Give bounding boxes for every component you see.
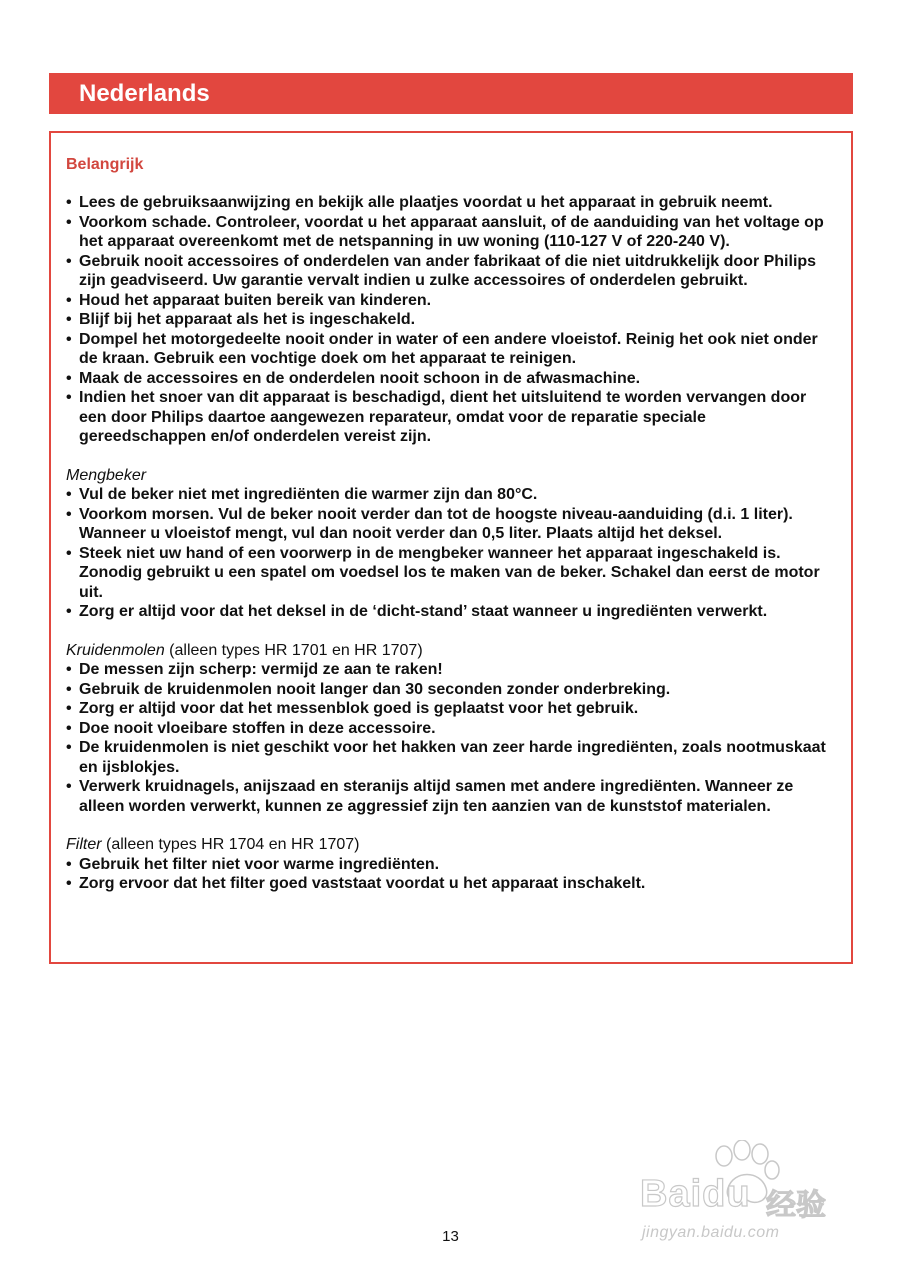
kruidenmolen-note: (alleen types HR 1701 en HR 1707) [164,641,423,659]
language-title: Nederlands [79,80,210,107]
list-item: • Houd het apparaat buiten bereik van kinderen. [66,291,836,311]
mengbeker-section [66,466,836,622]
filter-note: (alleen types HR 1704 en HR 1707) [101,836,360,853]
list-item: • De messen zijn scherp: vermijd ze aan te raken! [66,660,836,680]
kruidenmolen-heading: Kruidenmolen [66,641,165,659]
list-item: • Lees de gebruiksaanwijzing en bekijk alle plaatjes voordat u het apparaat in gebruik neemt. [66,193,836,213]
mengbeker-heading: Mengbeker [66,466,147,484]
list-item: • Dompel het motorgedeelte nooit onder in water of een andere vloeistof. Reinig het ook niet onder de kraan. Gebruik een vochtige doek om het apparaat te reinigen. [66,330,836,369]
watermark-brand-cjk: 经验 [766,1189,826,1222]
list-item: • Blijf bij het apparaat als het is ingeschakeld. [66,310,836,330]
watermark-url: jingyan.baidu.com [642,1224,780,1241]
watermark-brand: Baidu [640,1173,751,1215]
mengbeker-list [66,485,836,622]
language-header [49,73,853,114]
list-item: • Verwerk kruidnagels, anijszaad en steranijs altijd samen met andere ingrediënten. Wanneer ze alleen worden verwerkt, kunnen ze aggressief zijn ten aanzien van de kunststof materialen. [66,777,836,816]
general-list [66,193,836,447]
list-item: • Zorg er altijd voor dat het messenblok goed is geplaatst voor het gebruik. [66,699,836,719]
section-heading [66,641,836,661]
list-item: • Gebruik de kruidenmolen nooit langer dan 30 seconden zonder onderbreking. [66,680,836,700]
filter-section [66,835,836,894]
list-item: • Indien het snoer van dit apparaat is beschadigd, dient het uitsluitend te worden vervangen door een door Philips daartoe aangewezen reparateur, omdat voor de reparatie speciale gereedschappen en/of onderdelen vereist zijn. [66,388,836,447]
page-number: 13 [442,1228,459,1245]
section-heading [66,466,836,486]
list-item: • Maak de accessoires en de onderdelen nooit schoon in de afwasmachine. [66,369,836,389]
list-item: • Voorkom schade. Controleer, voordat u het apparaat aansluit, of de aanduiding van het voltage op het apparaat overeenkomt met de netspanning in uw woning (110-127 V of 220-240 V). [66,213,836,252]
list-item: • Steek niet uw hand of een voorwerp in de mengbeker wanneer het apparaat ingeschakeld is. Zonodig gebruikt u een spatel om voedsel los te maken van de beker. Schakel dan eerst de motor uit. [66,544,836,603]
filter-list [66,855,836,894]
kruidenmolen-section [66,641,836,817]
section-heading [66,835,836,855]
list-item: • Voorkom morsen. Vul de beker nooit verder dan tot de hoogste niveau-aanduiding (d.i. 1 liter). Wanneer u vloeistof mengt, vul dan nooit verder dan 0,5 liter. Plaats altijd het deksel. [66,505,836,544]
kruidenmolen-list [66,660,836,816]
notice-title: Belangrijk [66,156,144,173]
list-item: • De kruidenmolen is niet geschikt voor het hakken van zeer harde ingrediënten, zoals nootmuskaat en ijsblokjes. [66,738,836,777]
filter-heading: Filter [66,836,102,853]
list-item: • Gebruik nooit accessoires of onderdelen van ander fabrikaat of die niet uitdrukkelijk door Philips zijn geadviseerd. Uw garantie vervalt indien u zulke accessoires of onderdelen gebruikt. [66,252,836,291]
important-notice-box [49,131,853,964]
list-item: • Zorg ervoor dat het filter goed vaststaat voordat u het apparaat inschakelt. [66,874,836,894]
list-item: • Doe nooit vloeibare stoffen in deze accessoire. [66,719,836,739]
list-item: • Vul de beker niet met ingrediënten die warmer zijn dan 80°C. [66,485,836,505]
general-section [66,193,836,447]
list-item: • Zorg er altijd voor dat het deksel in de ‘dicht-stand’ staat wanneer u ingrediënten verwerkt. [66,602,836,622]
list-item: • Gebruik het filter niet voor warme ingrediënten. [66,855,836,875]
baidu-watermark [636,1140,851,1245]
